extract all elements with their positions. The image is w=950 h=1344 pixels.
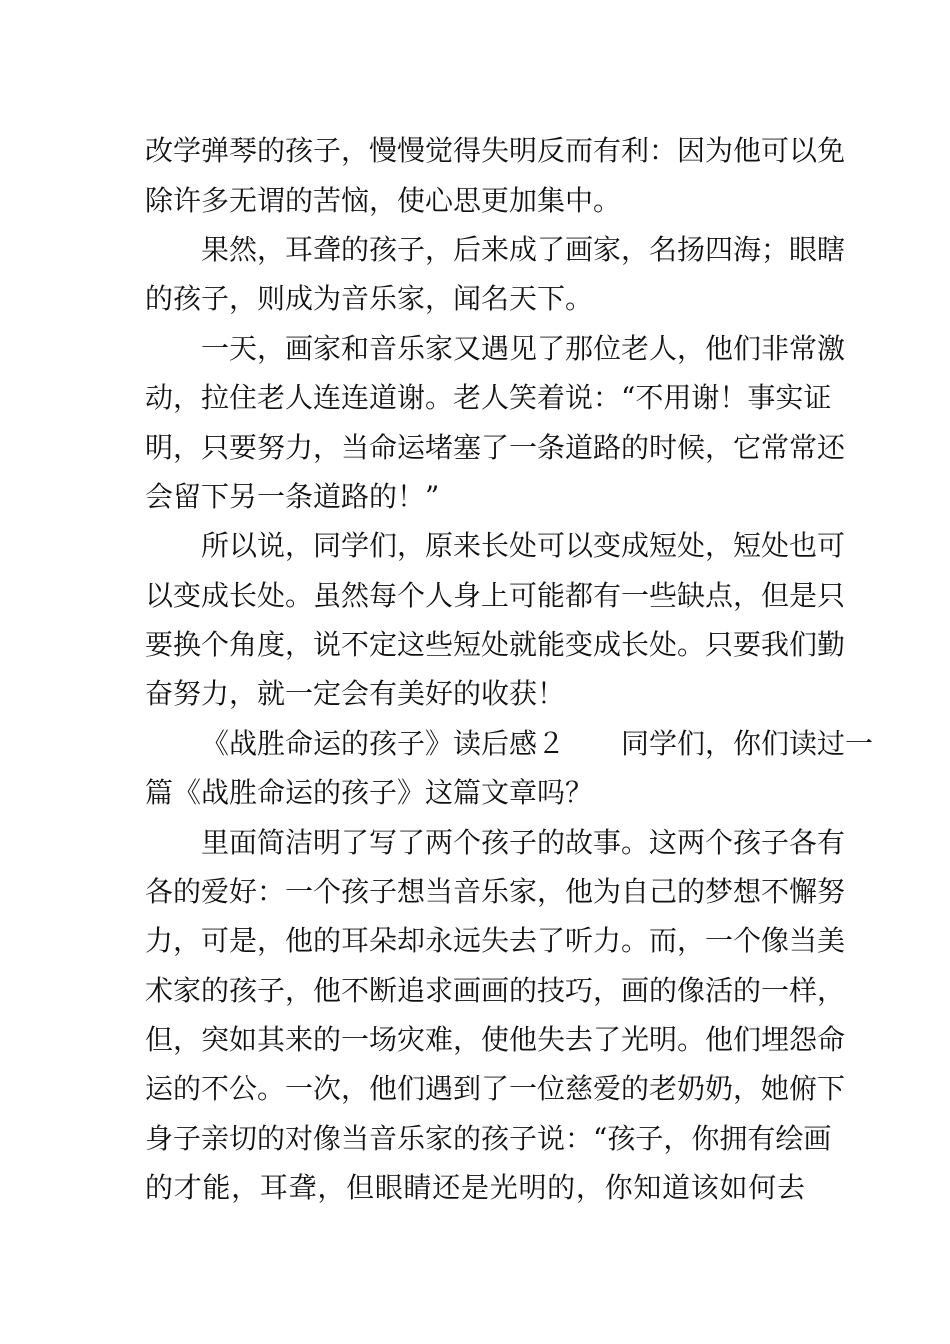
text-line: 除许多无谓的苦恼，使心思更加集中。 <box>145 184 622 217</box>
text-line: 运的不公。一次，他们遇到了一位慈爱的老奶奶，她俯下 <box>145 1072 846 1105</box>
text-line: 里面简洁明了写了两个孩子的故事。这两个孩子各有 <box>201 826 846 859</box>
text-line: 身子亲切的对像当音乐家的孩子说：“孩子，你拥有绘画 <box>145 1122 832 1155</box>
text-line: 的孩子，则成为音乐家，闻名天下。 <box>145 282 594 315</box>
text-line: 但，突如其来的一场灾难，使他失去了光明。他们埋怨命 <box>145 1023 846 1056</box>
text-line: 明，只要努力，当命运堵塞了一条道路的时候，它常常还 <box>145 431 846 464</box>
text-line: 《战胜命运的孩子》读后感２ 同学们，你们读过一 <box>201 727 874 760</box>
text-line: 会留下另一条道路的！” <box>145 480 440 513</box>
text-line: 以变成长处。虽然每个人身上可能都有一些缺点，但是只 <box>145 579 846 612</box>
text-line: 改学弹琴的孩子，慢慢觉得失明反而有利：因为他可以免 <box>145 134 846 167</box>
text-line: 力，可是，他的耳朵却永远失去了听力。而，一个像当美 <box>145 924 846 957</box>
text-line: 术家的孩子，他不断追求画画的技巧，画的像活的一样， <box>145 974 846 1007</box>
text-line: 所以说，同学们，原来长处可以变成短处，短处也可 <box>201 529 846 562</box>
text-line: 一天，画家和音乐家又遇见了那位老人，他们非常激 <box>201 332 846 365</box>
text-line: 果然，耳聋的孩子，后来成了画家，名扬四海；眼瞎 <box>201 233 846 266</box>
text-line: 的才能，耳聋，但眼睛还是光明的，你知道该如何去 <box>145 1171 805 1204</box>
text-line: 各的爱好：一个孩子想当音乐家，他为自己的梦想不懈努 <box>145 875 846 908</box>
text-line: 篇《战胜命运的孩子》这篇文章吗？ <box>145 776 594 809</box>
text-line: 奋努力，就一定会有美好的收获！ <box>145 677 566 710</box>
text-line: 要换个角度，说不定这些短处就能变成长处。只要我们勤 <box>145 628 846 661</box>
text-line: 动，拉住老人连连道谢。老人笑着说：“不用谢！事实证 <box>145 381 832 414</box>
